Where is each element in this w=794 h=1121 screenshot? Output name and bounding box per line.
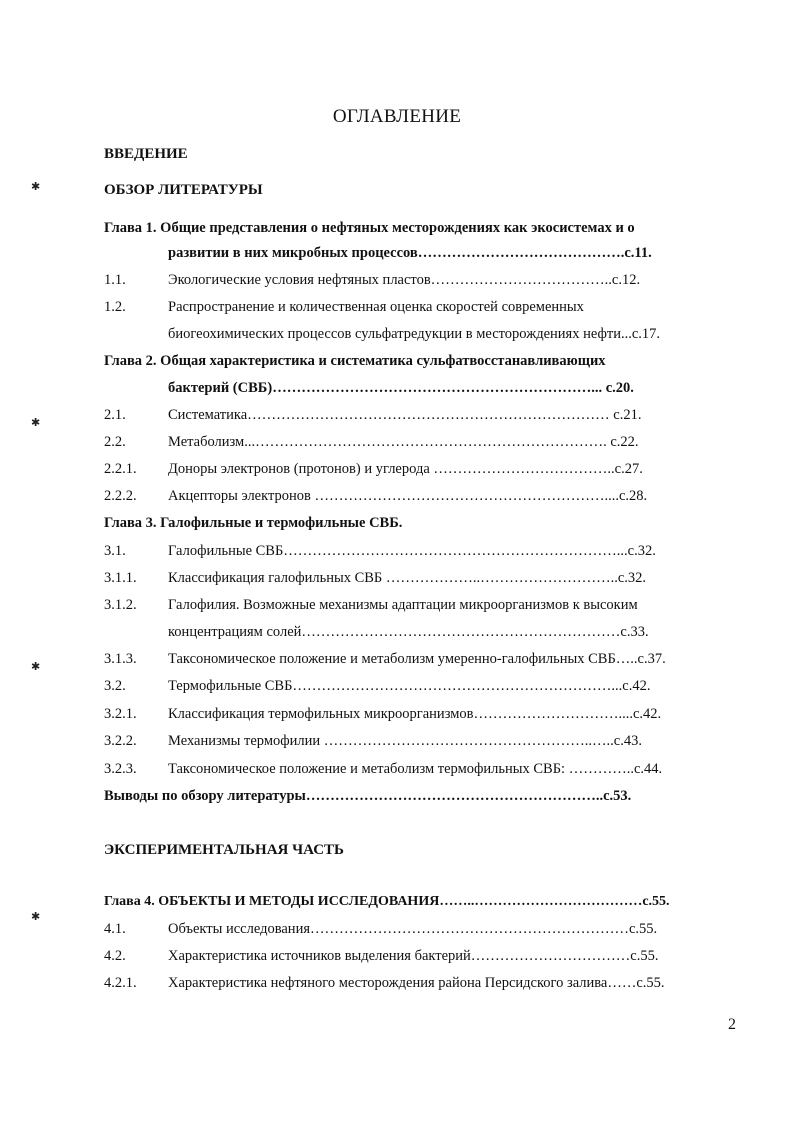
toc-number: 3.2. xyxy=(104,678,126,694)
toc-text: Глава 3. Галофильные и термофильные СВБ. xyxy=(104,515,403,531)
scan-mark-icon: ✱ xyxy=(31,181,41,193)
toc-text: Таксономическое положение и метаболизм термофильных СВБ: …………..с.44. xyxy=(168,761,663,777)
toc-text: Механизмы термофилии ………………………………………………..…..с.43. xyxy=(168,733,642,749)
toc-text: Доноры электронов (протонов) и углерода ………………………………..с.27. xyxy=(168,461,643,477)
toc-number: 3.2.2. xyxy=(104,733,137,749)
toc-number: 3.1.3. xyxy=(104,651,137,667)
toc-number: 3.1. xyxy=(104,543,126,559)
toc-text: Систематика………………………………………………………………… с.21. xyxy=(168,407,642,423)
toc-text: Характеристика нефтяного месторождения района Персидского залива……с.55. xyxy=(168,975,665,991)
toc-text: Термофильные СВБ…………………………………………………………...с.42. xyxy=(168,678,651,694)
toc-text: Объекты исследования…………………………………………………………с.55. xyxy=(168,921,658,937)
toc-text: Распространение и количественная оценка скоростей современных xyxy=(168,299,584,315)
toc-number: 3.1.1. xyxy=(104,570,137,586)
toc-text: Акцепторы электронов ……………………………………………………....с.28. xyxy=(168,488,648,504)
section-literature-review: ОБЗОР ЛИТЕРАТУРЫ xyxy=(104,182,263,198)
toc-text: биогеохимических процессов сульфатредукции в месторождениях нефти...с.17. xyxy=(168,326,661,342)
scan-mark-icon: ✱ xyxy=(31,661,41,673)
toc-number: 2.1. xyxy=(104,407,126,423)
toc-number: 3.2.3. xyxy=(104,761,137,777)
toc-text: Галофилия. Возможные механизмы адаптации микроорганизмов к высоким xyxy=(168,597,638,613)
toc-text: Выводы по обзору литературы……………………………………………………..с.53. xyxy=(104,788,632,804)
page-number: 2 xyxy=(728,1016,736,1033)
toc-text: бактерий (СВБ)…………………………………………………………... с.20. xyxy=(168,380,634,396)
toc-text: Глава 4. ОБЪЕКТЫ И МЕТОДЫ ИССЛЕДОВАНИЯ……..………………………………с.55. xyxy=(104,894,670,909)
toc-number: 4.1. xyxy=(104,921,126,937)
toc-text: Классификация термофильных микроорганизмов…………………………....с.42. xyxy=(168,706,662,722)
toc-number: 1.1. xyxy=(104,272,126,288)
toc-number: 2.2.1. xyxy=(104,461,137,477)
toc-text: Метаболизм...………………………………………………………………. с.22. xyxy=(168,434,639,450)
toc-text: Галофильные СВБ……………………………………………………………...с.32. xyxy=(168,543,656,559)
section-experimental: ЭКСПЕРИМЕНТАЛЬНАЯ ЧАСТЬ xyxy=(104,842,344,858)
page-title: ОГЛАВЛЕНИЕ xyxy=(332,106,462,127)
toc-text: Глава 1. Общие представления о нефтяных месторождениях как экосистемах и о xyxy=(104,220,635,236)
toc-number: 4.2. xyxy=(104,948,126,964)
toc-text: развитии в них микробных процессов…………………………………….с.11. xyxy=(168,245,652,261)
toc-number: 2.2.2. xyxy=(104,488,137,504)
toc-text: концентрациям солей…………………………………………………………с.33. xyxy=(168,624,649,640)
toc-text: Глава 2. Общая характеристика и систематика сульфатвосстанавливающих xyxy=(104,353,606,369)
toc-text: Таксономическое положение и метаболизм умеренно-галофильных СВБ…..с.37. xyxy=(168,651,666,667)
toc-text: Классификация галофильных СВБ ………………..………………………..с.32. xyxy=(168,570,647,586)
toc-number: 1.2. xyxy=(104,299,126,315)
toc-number: 2.2. xyxy=(104,434,126,450)
scan-mark-icon: ✱ xyxy=(31,417,41,429)
section-intro: ВВЕДЕНИЕ xyxy=(104,146,188,162)
toc-number: 4.2.1. xyxy=(104,975,137,991)
toc-number: 3.2.1. xyxy=(104,706,137,722)
scan-mark-icon: ✱ xyxy=(31,911,41,923)
toc-text: Экологические условия нефтяных пластов………………………………..с.12. xyxy=(168,272,641,288)
toc-text: Характеристика источников выделения бактерий……………………………с.55. xyxy=(168,948,659,964)
toc-number: 3.1.2. xyxy=(104,597,137,613)
